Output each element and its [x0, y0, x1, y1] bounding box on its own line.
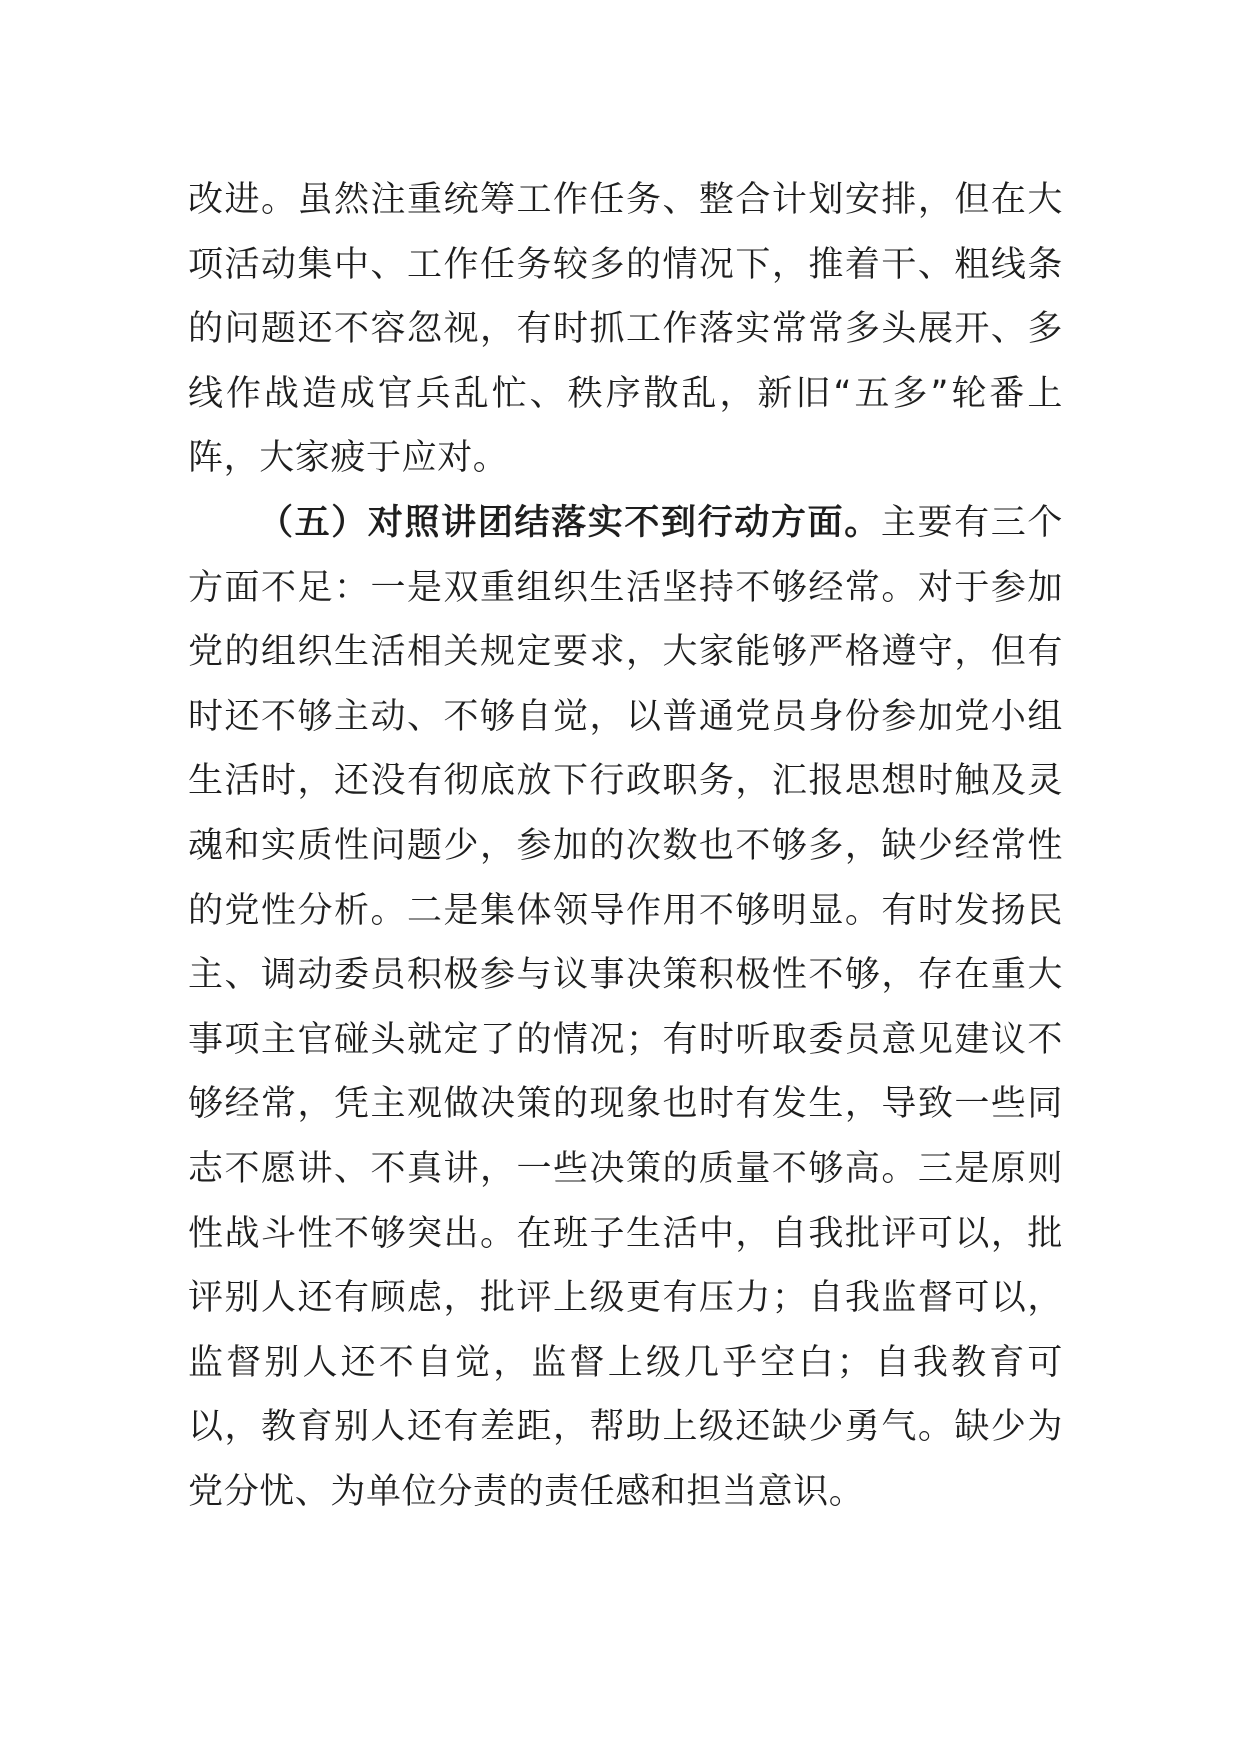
section-body: 主要有三个方面不足：一是双重组织生活坚持不够经常。对于参加党的组织生活相关规定要求，大家能够严格遵守，但有时还不够主动、不够自觉，以普通党员身份参加党小组生活时，还没有彻底放下行政职务，汇报思想时触及灵魂和实质性问题少，参加的次数也不够多，缺少经常性的党性分析。二是集体领导作用不够明显。有时发扬民主、调动委员积极参与议事决策积极性不够，存在重大事项主官碰头就定了的情况；有时听取委员意见建议不够经常，凭主观做决策的现象也时有发生，导致一些同志不愿讲、不真讲，一些决策的质量不够高。三是原则性战斗性不够突出。在班子生活中，自我批评可以，批评别人还有顾虑，批评上级更有压力；自我监督可以，监督别人还不自觉，监督上级几乎空白；自我教育可以，教育别人还有差距，帮助上级还缺少勇气。缺少为党分忧、为单位分责的责任感和担当意识。: [188, 502, 1063, 1512]
paragraph-continuation: 改进。虽然注重统筹工作任务、整合计划安排，但在大项活动集中、工作任务较多的情况下，推着干、粗线条的问题还不容忽视，有时抓工作落实常常多头展开、多线作战造成官兵乱忙、秩序散乱，新旧“五多”轮番上阵，大家疲于应对。: [188, 180, 1063, 479]
document-body: [188, 168, 1063, 1524]
paragraph-section-5: [188, 491, 1063, 1525]
section-heading: （五）对照讲团结落实不到行动方面。: [258, 502, 881, 543]
